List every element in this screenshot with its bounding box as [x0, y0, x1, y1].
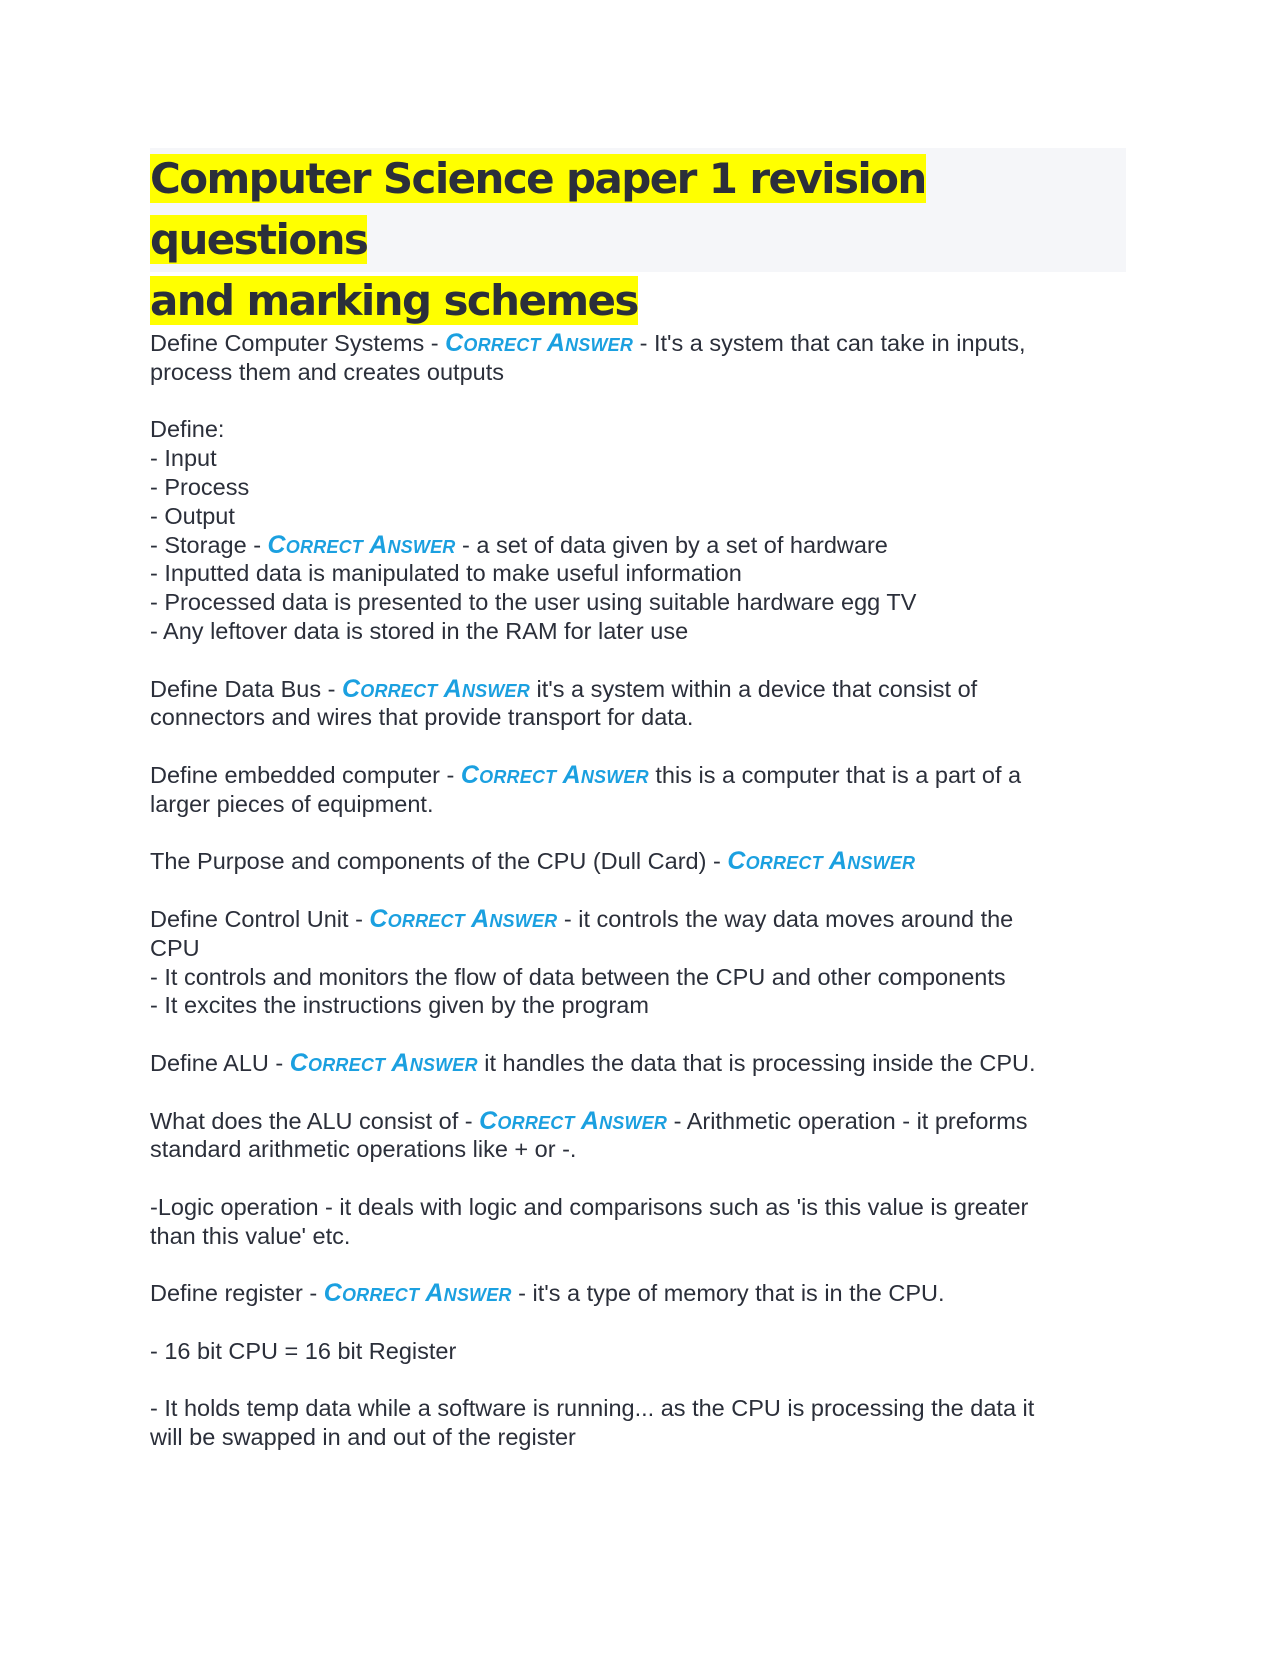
answer-text: it's a system within a device that consist of — [529, 675, 978, 702]
answer-text: it handles the data that is processing inside the CPU. — [477, 1049, 1036, 1076]
answer-text: - a set of data given by a set of hardware — [455, 531, 888, 558]
register-temp-data-paragraph — [150, 1394, 1130, 1452]
correct-answer-label: Correct Answer — [369, 904, 558, 933]
qa-cpu-purpose — [150, 847, 1130, 876]
correct-answer-label: Correct Answer — [445, 329, 634, 357]
text-line: - It excites the instructions given by the program — [150, 992, 649, 1019]
answer-text: this is a computer that is a part of a — [648, 761, 1022, 788]
correct-answer-label: Correct Answer — [289, 1048, 478, 1077]
text-line: CPU — [150, 934, 200, 961]
qa-input-process-output — [150, 415, 1130, 645]
text-line — [150, 847, 1130, 876]
text-line: - Processed data is presented to the user using suitable hardware egg TV — [150, 589, 917, 616]
qa-computer-systems — [150, 329, 1130, 387]
correct-answer-label: Correct Answer — [323, 1279, 512, 1308]
text-line: larger pieces of equipment. — [150, 790, 434, 817]
page-title — [150, 148, 1126, 331]
question-text: Define embedded computer - — [150, 761, 461, 788]
text-line — [150, 905, 1130, 934]
text-line — [150, 1107, 1130, 1136]
text-line: will be swapped in and out of the register — [150, 1424, 576, 1451]
correct-answer-label: Correct Answer — [479, 1106, 668, 1135]
document-body — [150, 329, 1130, 1481]
qa-register — [150, 1279, 1130, 1308]
text-line: process them and creates outputs — [150, 358, 505, 385]
question-text: Define ALU - — [150, 1049, 290, 1076]
qa-embedded-computer — [150, 761, 1130, 819]
question-text: Define register - — [150, 1280, 324, 1307]
question-text: What does the ALU consist of - — [150, 1107, 480, 1134]
qa-data-bus — [150, 675, 1130, 733]
qa-alu — [150, 1049, 1130, 1078]
text-line: - It holds temp data while a software is running... as the CPU is processing the data it — [150, 1395, 1035, 1422]
qa-alu-consist — [150, 1107, 1130, 1165]
answer-text: - it controls the way data moves around the — [557, 905, 1014, 932]
title-line-2: and marking schemes — [150, 276, 638, 325]
title-block — [150, 148, 1126, 325]
text-line: - 16 bit CPU = 16 bit Register — [150, 1337, 457, 1364]
question-text: - Storage - — [150, 531, 268, 558]
title-line-1: Computer Science paper 1 revision questions — [150, 154, 926, 264]
answer-text: - Arithmetic operation - it preforms — [667, 1107, 1028, 1134]
text-line: - Inputted data is manipulated to make useful information — [150, 560, 742, 587]
text-line — [150, 761, 1130, 790]
answer-text: - it's a type of memory that is in the CPU. — [511, 1280, 945, 1307]
logic-operation-paragraph — [150, 1193, 1130, 1251]
text-line: - Process — [150, 473, 250, 500]
correct-answer-label: Correct Answer — [267, 530, 456, 559]
qa-control-unit — [150, 905, 1130, 1020]
text-line — [150, 531, 1130, 560]
text-line — [150, 675, 1130, 704]
text-line — [150, 329, 1130, 358]
question-text: The Purpose and components of the CPU (Dull Card) - — [150, 848, 728, 875]
register-bits-paragraph — [150, 1337, 1130, 1366]
question-text: Define Control Unit - — [150, 905, 370, 932]
question-text: Define Computer Systems - — [150, 330, 446, 356]
text-line: than this value' etc. — [150, 1222, 351, 1249]
text-line: -Logic operation - it deals with logic and comparisons such as 'is this value is greater — [150, 1193, 1029, 1220]
text-line — [150, 1279, 1130, 1308]
text-line: Define: — [150, 416, 225, 443]
correct-answer-label: Correct Answer — [342, 674, 530, 703]
text-line: connectors and wires that provide transport for data. — [150, 704, 694, 731]
question-text: Define Data Bus - — [150, 675, 343, 702]
correct-answer-label: Correct Answer — [460, 760, 649, 789]
text-line: - It controls and monitors the flow of data between the CPU and other components — [150, 963, 1006, 990]
text-line: - Any leftover data is stored in the RAM for later use — [150, 617, 689, 644]
text-line: - Output — [150, 502, 235, 529]
answer-text: - It's a system that can take in inputs, — [633, 330, 1026, 356]
correct-answer-label: Correct Answer — [727, 847, 916, 876]
text-line: standard arithmetic operations like + or -. — [150, 1136, 577, 1163]
text-line — [150, 1049, 1130, 1078]
text-line: - Input — [150, 445, 217, 472]
